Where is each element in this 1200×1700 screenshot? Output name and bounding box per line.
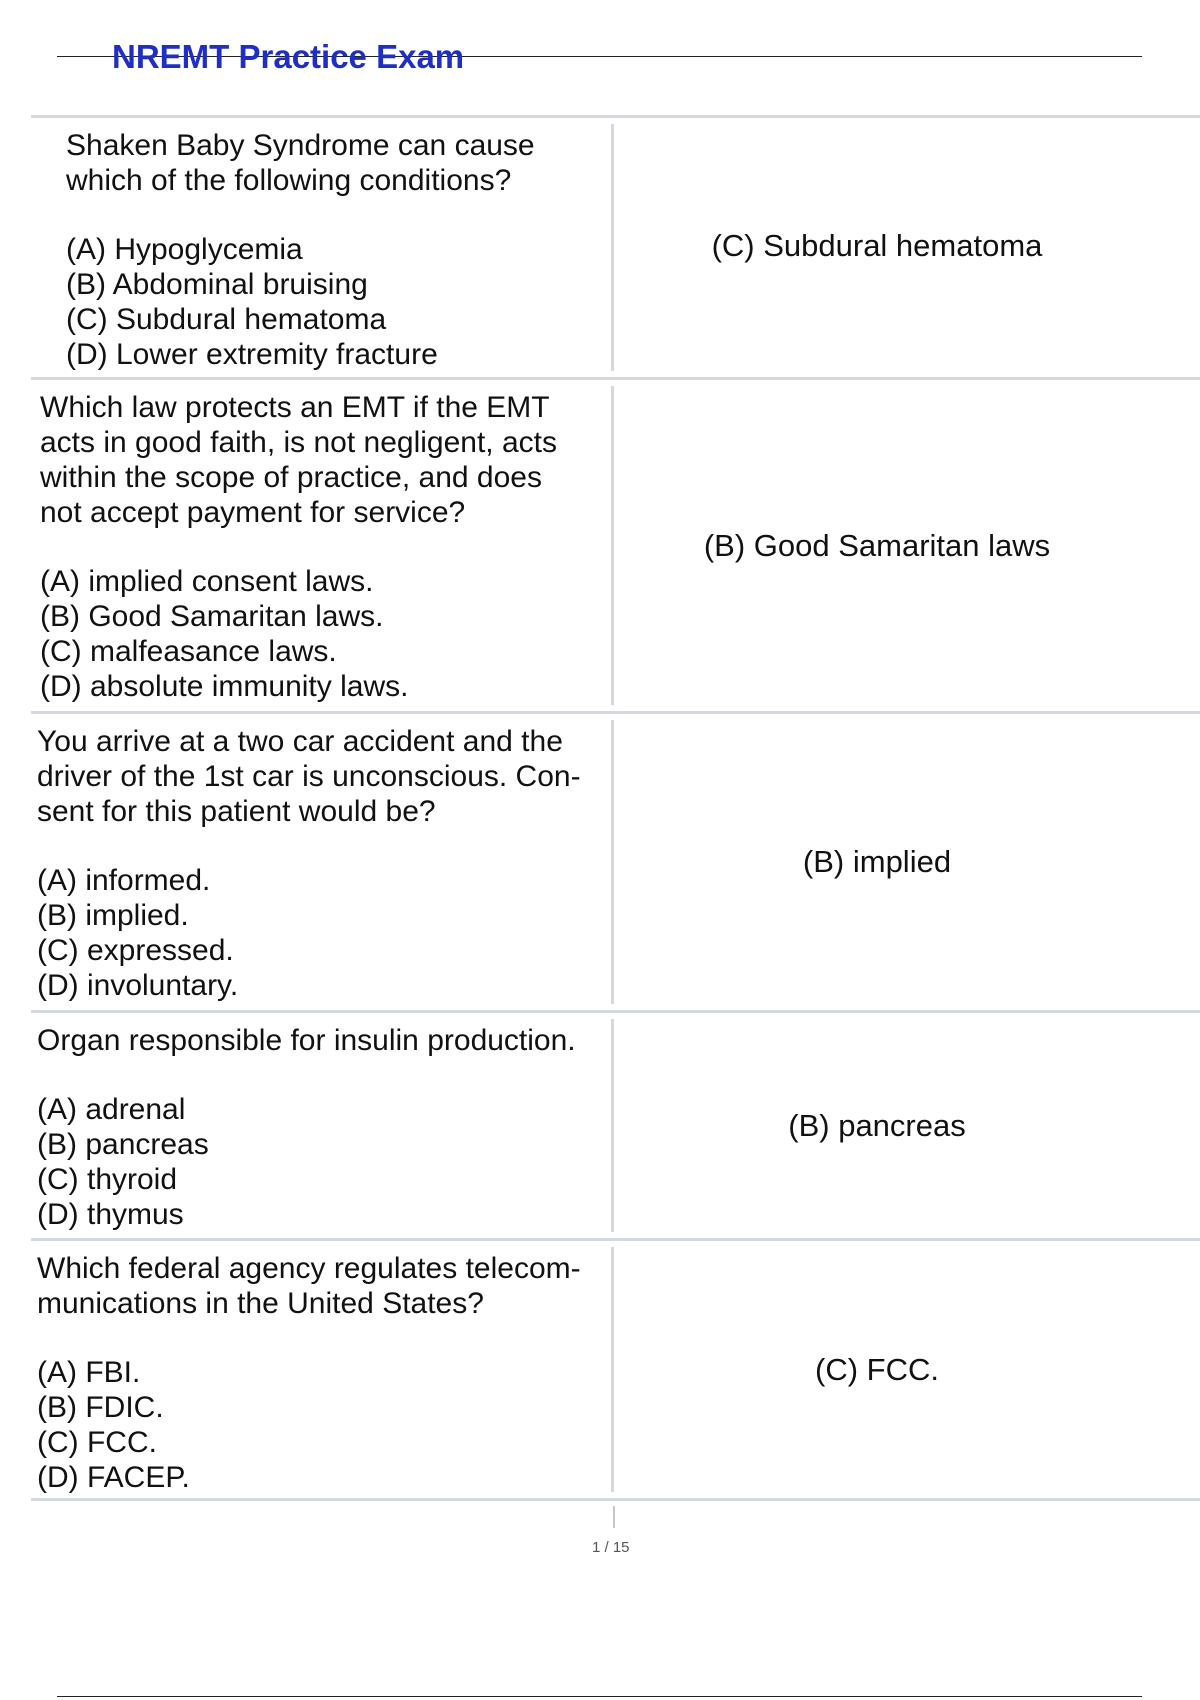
option-a: (A) FBI. xyxy=(37,1356,141,1389)
option-d: (D) involuntary. xyxy=(37,969,239,1002)
table-row xyxy=(31,1010,1200,1238)
option-a: (A) Hypoglycemia xyxy=(66,233,303,266)
option-b: (B) FDIC. xyxy=(37,1391,164,1424)
footer-rule xyxy=(57,1696,1142,1697)
page-divider-tick xyxy=(613,1506,615,1528)
option-b: (B) pancreas xyxy=(37,1128,209,1161)
option-c: (C) FCC. xyxy=(37,1426,157,1459)
option-d: (D) Lower extremity fracture xyxy=(66,338,438,371)
answer-text: (B) implied xyxy=(802,844,952,879)
option-c: (C) malfeasance laws. xyxy=(40,635,337,668)
question-text: Shaken Baby Syndrome can cause which of the following conditions? xyxy=(66,129,535,197)
option-a: (A) adrenal xyxy=(37,1093,186,1126)
answer-cell xyxy=(614,1241,1200,1498)
page-indicator: 1 / 15 xyxy=(592,1539,630,1556)
table-row xyxy=(31,711,1200,1010)
answer-text: (C) Subdural hematoma xyxy=(711,228,1043,263)
option-a: (A) implied consent laws. xyxy=(40,565,374,598)
question-cell xyxy=(31,386,614,705)
table-row xyxy=(31,377,1200,711)
answer-cell xyxy=(614,118,1200,377)
option-d: (D) absolute immunity laws. xyxy=(40,670,409,703)
table-row xyxy=(31,115,1200,377)
option-a: (A) informed. xyxy=(37,864,211,897)
question-text: Which law protects an EMT if the EMT acts in good faith, is not negligent, acts within the scope of practice, and does not accept payment for service? xyxy=(40,391,557,529)
option-d: (D) thymus xyxy=(37,1198,184,1231)
question-text: Organ responsible for insulin production. xyxy=(37,1024,576,1057)
question-cell xyxy=(31,720,614,1004)
answer-cell xyxy=(614,1013,1200,1238)
option-b: (B) Good Samaritan laws. xyxy=(40,600,384,633)
option-b: (B) implied. xyxy=(37,899,189,932)
answer-text: (B) pancreas xyxy=(788,1107,966,1143)
answer-text: (C) FCC. xyxy=(815,1351,939,1387)
qa-table xyxy=(31,115,1200,1501)
option-d: (D) FACEP. xyxy=(37,1461,190,1494)
question-cell xyxy=(31,1019,614,1232)
option-c: (C) expressed. xyxy=(37,934,234,967)
document-title: NREMT Practice Exam xyxy=(112,38,465,75)
answer-cell xyxy=(614,380,1200,711)
answer-cell xyxy=(614,714,1200,1010)
question-cell xyxy=(31,1247,614,1492)
question-text: You arrive at a two car accident and the driver of the 1st car is unconscious. Con- sent for this patient would be? xyxy=(37,725,581,828)
question-cell xyxy=(31,124,614,371)
table-row xyxy=(31,1238,1200,1501)
option-c: (C) Subdural hematoma xyxy=(66,303,387,336)
option-b: (B) Abdominal bruising xyxy=(66,268,368,301)
answer-text: (B) Good Samaritan laws xyxy=(703,527,1051,563)
question-text: Which federal agency regulates telecom- munications in the United States? xyxy=(37,1252,581,1320)
option-c: (C) thyroid xyxy=(37,1163,178,1196)
